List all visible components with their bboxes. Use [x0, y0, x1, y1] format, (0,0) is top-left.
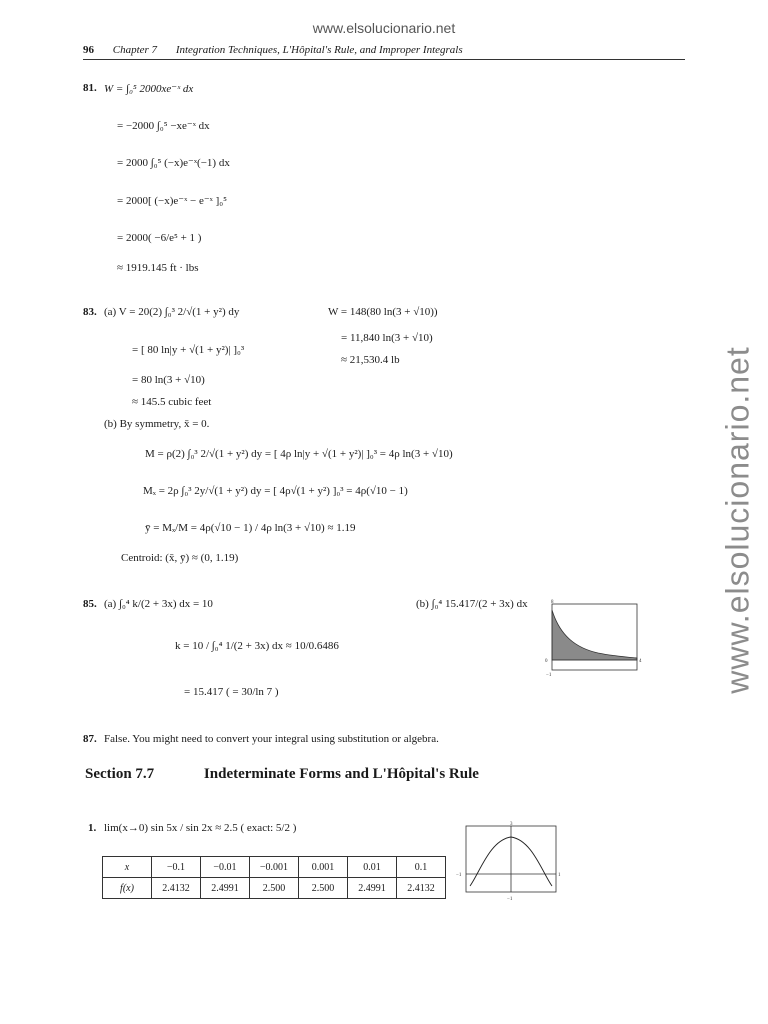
table-cell: 2.500: [299, 878, 348, 899]
problem-83a-line-3: = 80 ln(3 + √10): [132, 374, 205, 386]
problem-81-number: 81.: [83, 82, 97, 94]
table-cell: 2.4132: [152, 878, 201, 899]
table-cell: 0.01: [348, 857, 397, 878]
x-right-label: 1: [558, 873, 561, 878]
table-cell: 2.500: [250, 878, 299, 899]
problem-81-result: ≈ 1919.145 ft · lbs: [117, 262, 199, 274]
problem-87-number: 87.: [83, 733, 97, 745]
table-cell: 0.1: [397, 857, 446, 878]
y-zero-label: 0: [545, 659, 548, 664]
problem-83b-centroid: Centroid: (x̄, ȳ) ≈ (0, 1.19): [121, 552, 239, 564]
problem-81-line-4: = 2000[ (−x)e⁻ˣ − e⁻ˣ ]₀⁵: [117, 195, 227, 207]
table-cell: 2.4132: [397, 878, 446, 899]
shaded-area: [552, 610, 637, 660]
watermark-url: www.elsolucionario.net: [312, 20, 456, 36]
area-graph-85: [538, 598, 648, 678]
problem-87-text: False. You might need to convert your integral using substitution or algebra.: [104, 733, 439, 745]
problem-83-work-line-1: W = 148(80 ln(3 + √10)): [328, 306, 438, 318]
problem-81-line-3: = 2000 ∫₀⁵ (−x)e⁻ˣ(−1) dx: [117, 157, 230, 169]
section-number: Section 7.7: [85, 766, 155, 782]
problem-85a-line-1: (a) ∫₀⁴ k/(2 + 3x) dx = 10: [104, 598, 213, 610]
chapter-label: Chapter 7: [112, 44, 158, 56]
header-rule: [83, 59, 685, 60]
problem-83b-line-1: (b) By symmetry, x̄ = 0.: [104, 418, 210, 430]
limit-graph-1: [456, 820, 566, 905]
table-cell: f(x): [103, 878, 152, 899]
problem-81-line-2: = −2000 ∫₀⁵ −xe⁻ˣ dx: [117, 120, 210, 132]
problem-83b-moment: M = ρ(2) ∫₀³ 2/√(1 + y²) dy = [ 4ρ ln|y + √(1 + y²)| ]₀³ = 4ρ ln(3 + √10): [145, 448, 453, 460]
y-top-label: 8: [551, 600, 554, 605]
problem-83-work-result: ≈ 21,530.4 lb: [341, 354, 400, 366]
y-bottom-label: −1: [507, 897, 513, 902]
problem-83-work-line-2: = 11,840 ln(3 + √10): [341, 332, 433, 344]
section-title: Indeterminate Forms and L'Hôpital's Rule: [203, 766, 479, 782]
table-cell: 0.001: [299, 857, 348, 878]
page-header: [83, 44, 463, 56]
side-watermark: www.elsolucionario.net: [719, 346, 756, 694]
problem-85b-line-1: (b) ∫₀⁴ 15.417/(2 + 3x) dx: [416, 598, 528, 610]
table-cell: −0.001: [250, 857, 299, 878]
section-heading: [85, 766, 479, 783]
problem-81-line-1: W = ∫₀⁵ 2000xe⁻ˣ dx: [104, 83, 194, 95]
y-bottom-label: −1: [546, 673, 552, 678]
y-top-label: 3: [510, 822, 513, 827]
problem-83a-result: ≈ 145.5 cubic feet: [132, 396, 212, 408]
problem-83b-moment-x: Mₓ = 2ρ ∫₀³ 2y/√(1 + y²) dy = [ 4ρ√(1 + y²) ]₀³ = 4ρ(√10 − 1): [143, 485, 408, 497]
problem-81-line-5: = 2000( −6/e⁵ + 1 ): [117, 232, 202, 244]
problem-1-number: 1.: [88, 822, 97, 834]
problem-83a-line-1: (a) V = 20(2) ∫₀³ 2/√(1 + y²) dy: [104, 306, 240, 318]
table-cell: −0.1: [152, 857, 201, 878]
table-row: [103, 857, 446, 878]
table-row: [103, 878, 446, 899]
problem-85a-line-2: k = 10 / ∫₀⁴ 1/(2 + 3x) dx ≈ 10/0.6486: [175, 640, 339, 652]
x-left-label: −1: [456, 873, 462, 878]
problem-83b-ybar: ȳ = Mₓ/M = 4ρ(√10 − 1) / 4ρ ln(3 + √10) ≈ 1.19: [145, 522, 356, 534]
table-cell: −0.01: [201, 857, 250, 878]
table-cell: x: [103, 857, 152, 878]
problem-85-number: 85.: [83, 598, 97, 610]
values-table: [102, 856, 446, 899]
problem-1-limit: lim(x→0) sin 5x / sin 2x ≈ 2.5 ( exact: 5/2 ): [104, 822, 297, 834]
chapter-title: Integration Techniques, L'Hôpital's Rule, and Improper Integrals: [175, 44, 463, 56]
x-right-label: 4: [639, 659, 642, 664]
problem-83a-line-2: = [ 80 ln|y + √(1 + y²)| ]₀³: [132, 344, 245, 356]
table-cell: 2.4991: [348, 878, 397, 899]
problem-83-number: 83.: [83, 306, 97, 318]
problem-85a-result: = 15.417 ( = 30/ln 7 ): [184, 686, 279, 698]
page-number: 96: [83, 44, 94, 56]
table-cell: 2.4991: [201, 878, 250, 899]
